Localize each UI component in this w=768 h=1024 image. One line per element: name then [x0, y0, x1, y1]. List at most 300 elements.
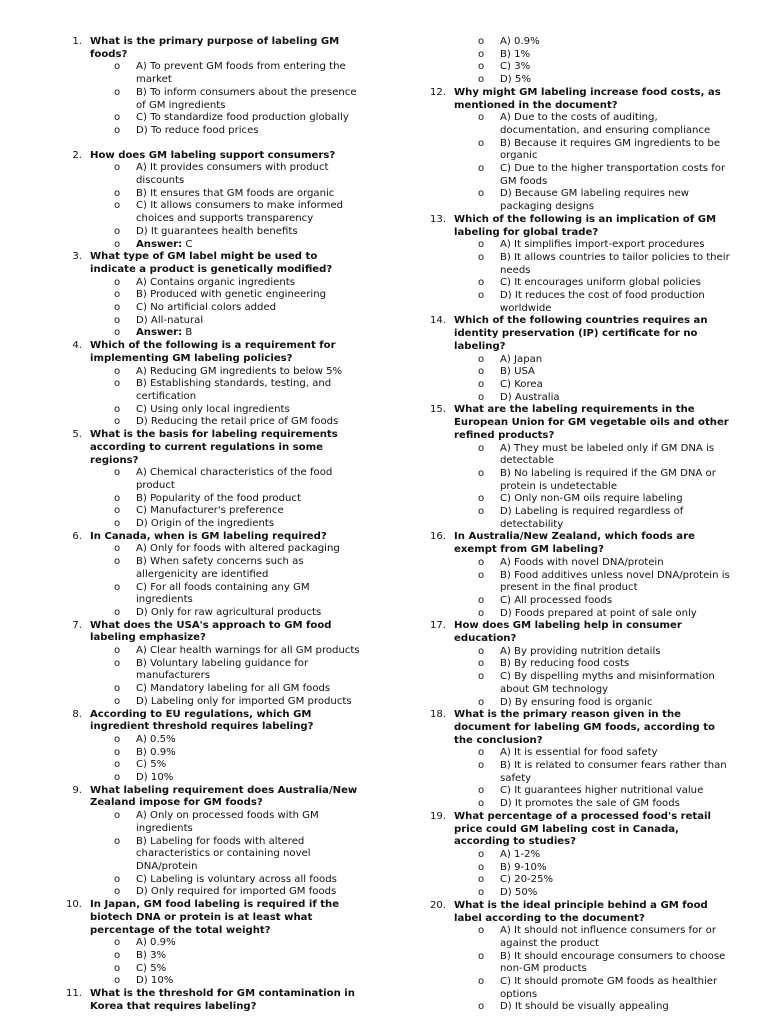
bullet-icon: o: [114, 416, 121, 428]
right-column: [418, 36, 730, 1014]
bullet-icon: o: [114, 695, 121, 707]
option-text: A) It provides consumers with product discounts: [136, 162, 329, 187]
bullet-icon: o: [478, 569, 485, 581]
question-text: What is the primary purpose of labeling GM foods?: [90, 36, 340, 60]
option-list: [418, 557, 730, 621]
question-number: 20.: [429, 899, 446, 911]
option-item: [54, 404, 366, 417]
bullet-icon: o: [478, 493, 485, 505]
option-text: D) Labeling is required regardless of detectability: [500, 506, 684, 530]
question-number: 16.: [429, 531, 446, 543]
bullet-icon: o: [114, 835, 121, 847]
option-text: C) 5%: [136, 962, 167, 974]
question-item: [54, 531, 366, 620]
bullet-icon: o: [478, 277, 485, 289]
question-text: What labeling requirement does Australia/New Zealand impose for GM foods?: [90, 784, 358, 809]
option-text: B) Establishing standards, testing, and certification: [136, 378, 332, 402]
option-item: [418, 379, 730, 392]
option-text: A) Due to the costs of auditing, documentation, and ensuring compliance: [500, 112, 711, 136]
question-number: 7.: [72, 619, 82, 631]
option-item: [418, 798, 730, 811]
question-item: [418, 811, 730, 900]
bullet-icon: o: [478, 163, 485, 175]
option-list: [418, 925, 730, 1014]
bullet-icon: o: [114, 759, 121, 771]
bullet-icon: o: [114, 187, 121, 199]
bullet-icon: o: [114, 61, 121, 73]
option-list: [54, 937, 366, 988]
option-item: [54, 836, 366, 874]
option-item: [418, 925, 730, 950]
option-item: [54, 302, 366, 315]
bullet-icon: o: [114, 937, 121, 949]
option-list: [418, 849, 730, 900]
bullet-icon: o: [478, 112, 485, 124]
bullet-icon: o: [114, 314, 121, 326]
question-item: [418, 87, 730, 214]
option-item: [418, 887, 730, 900]
option-list: [54, 467, 366, 531]
question-number: 2.: [72, 149, 82, 161]
question-number: 15.: [429, 404, 446, 416]
option-item: [418, 188, 730, 213]
bullet-icon: o: [478, 658, 485, 670]
option-list: [418, 239, 730, 315]
question-item: [54, 620, 366, 709]
bullet-icon: o: [478, 74, 485, 86]
bullet-icon: o: [114, 962, 121, 974]
question-number: 17.: [429, 620, 446, 632]
bullet-icon: o: [478, 442, 485, 454]
option-item: [54, 963, 366, 976]
option-text: A) Foods with novel DNA/protein: [500, 556, 664, 568]
option-item: [54, 125, 366, 138]
question-number: 1.: [72, 36, 82, 47]
option-text: D) It should be visually appealing: [500, 1001, 669, 1013]
left-column: [54, 36, 366, 1013]
option-item: [418, 112, 730, 137]
option-item: [54, 810, 366, 835]
option-list: [54, 645, 366, 709]
option-text: B) Food additives unless novel DNA/protein is present in the final product: [500, 569, 730, 594]
option-list: [418, 36, 730, 87]
option-text: D) Only required for imported GM foods: [136, 886, 337, 898]
option-text: B) Popularity of the food product: [136, 492, 301, 504]
bullet-icon: o: [114, 746, 121, 758]
option-text: D) Reducing the retail price of GM foods: [136, 416, 339, 428]
option-text: C) Labeling is voluntary across all foods: [136, 873, 337, 885]
question-text: Which of the following countries requires an identity preservation (IP) certificate for no labeling?: [454, 315, 708, 352]
option-text: C) 20-25%: [500, 874, 554, 886]
option-list: [54, 162, 366, 251]
option-text: C) Due to the higher transportation costs for GM foods: [500, 163, 726, 187]
bullet-icon: o: [114, 365, 121, 377]
option-text: A) By providing nutrition details: [500, 645, 661, 657]
bullet-icon: o: [478, 925, 485, 937]
question-number: 9.: [72, 784, 82, 796]
question-item: [418, 36, 730, 87]
option-text: A) Reducing GM ingredients to below 5%: [136, 365, 343, 377]
option-text: D) 10%: [136, 772, 174, 784]
bullet-icon: o: [478, 1001, 485, 1013]
question-text: What is the primary reason given in the document for labeling GM foods, according to the conclusion?: [454, 709, 715, 746]
option-text: D) Labeling only for imported GM products: [136, 695, 352, 707]
question-text: In Australia/New Zealand, which foods are exempt from GM labeling?: [454, 531, 695, 556]
bullet-icon: o: [114, 733, 121, 745]
question-text: Which of the following is a requirement for implementing GM labeling policies?: [90, 340, 336, 364]
option-list: [54, 366, 366, 430]
option-list: [54, 277, 366, 341]
option-text: B) 0.9%: [136, 746, 176, 758]
bullet-icon: o: [478, 849, 485, 860]
option-item: [418, 366, 730, 379]
bullet-icon: o: [114, 378, 121, 390]
option-text: C) Manufacturer's preference: [136, 505, 284, 517]
option-item: [54, 556, 366, 581]
bullet-icon: o: [478, 137, 485, 149]
option-item: [54, 518, 366, 531]
bullet-icon: o: [114, 505, 121, 517]
bullet-icon: o: [478, 467, 485, 479]
option-text: B) It ensures that GM foods are organic: [136, 187, 335, 199]
option-text: A) 0.5%: [136, 733, 176, 745]
option-text: A) 0.9%: [500, 36, 540, 47]
bullet-icon: o: [478, 645, 485, 657]
question-number: 3.: [72, 251, 82, 263]
bullet-icon: o: [478, 36, 485, 47]
question-item: [54, 785, 366, 899]
option-item: [54, 200, 366, 225]
option-item: [418, 760, 730, 785]
bullet-icon: o: [478, 391, 485, 403]
bullet-icon: o: [478, 353, 485, 365]
bullet-icon: o: [114, 467, 121, 479]
option-item: [418, 493, 730, 506]
question-item: [418, 709, 730, 811]
option-item: [54, 975, 366, 988]
option-item: [418, 646, 730, 659]
bullet-icon: o: [114, 683, 121, 695]
option-text: B) Labeling for foods with altered characteristics or containing novel DNA/protein: [136, 835, 311, 872]
bullet-icon: o: [114, 556, 121, 568]
option-item: [54, 658, 366, 683]
option-text: C) It guarantees higher nutritional value: [500, 785, 704, 797]
bullet-icon: o: [114, 162, 121, 174]
option-text: A) Chemical characteristics of the food product: [136, 467, 333, 491]
bullet-icon: o: [478, 366, 485, 378]
option-item: [54, 747, 366, 760]
question-item: [418, 900, 730, 1014]
option-item: [418, 874, 730, 887]
option-item: [418, 557, 730, 570]
option-text: D) 10%: [136, 975, 174, 987]
question-item: [418, 315, 730, 404]
question-item: [418, 531, 730, 620]
option-item: [418, 468, 730, 493]
option-list: [54, 61, 366, 137]
option-item: [54, 696, 366, 709]
option-text: D) Australia: [500, 391, 560, 403]
bullet-icon: o: [114, 86, 121, 98]
question-text: What type of GM label might be used to indicate a product is genetically modified?: [90, 251, 333, 275]
option-text: A) Japan: [500, 353, 543, 365]
question-item: [418, 620, 730, 709]
option-text: D) By ensuring food is organic: [500, 696, 653, 708]
bullet-icon: o: [114, 200, 121, 212]
option-text: A) Only on processed foods with GM ingredients: [136, 810, 319, 834]
option-text: D) Foods prepared at point of sale only: [500, 607, 697, 619]
bullet-icon: o: [478, 976, 485, 988]
option-item: [418, 747, 730, 760]
bullet-icon: o: [114, 949, 121, 961]
option-item: [418, 163, 730, 188]
bullet-icon: o: [478, 239, 485, 251]
bullet-icon: o: [114, 810, 121, 822]
option-item: [418, 570, 730, 595]
question-item: [418, 404, 730, 531]
option-item: [418, 138, 730, 163]
bullet-icon: o: [478, 607, 485, 619]
question-text: What is the basis for labeling requirements according to current regulations in some regions?: [90, 429, 338, 466]
bullet-icon: o: [114, 645, 121, 657]
question-number: 18.: [429, 709, 446, 721]
option-text: C) To standardize food production globally: [136, 112, 349, 124]
option-item: [54, 467, 366, 492]
bullet-icon: o: [478, 188, 485, 200]
question-text: What percentage of a processed food's retail price could GM labeling cost in Canada, according to studies?: [454, 810, 711, 848]
question-number: 8.: [72, 708, 82, 720]
option-item: [54, 582, 366, 607]
bullet-icon: o: [114, 518, 121, 530]
option-item: [418, 697, 730, 710]
option-text: B) By reducing food costs: [500, 658, 630, 670]
option-item: [418, 36, 730, 49]
option-list: [418, 443, 730, 532]
question-number: 10.: [65, 899, 82, 911]
option-item: [54, 607, 366, 620]
question-text: How does GM labeling support consumers?: [90, 149, 336, 161]
question-number: 11.: [65, 988, 82, 1000]
option-text: B) It is related to consumer fears rather than safety: [500, 760, 727, 784]
question-text: How does GM labeling help in consumer education?: [454, 620, 682, 645]
answer-value: B: [185, 327, 193, 339]
option-item: [418, 608, 730, 621]
bullet-icon: o: [478, 874, 485, 886]
bullet-icon: o: [114, 112, 121, 124]
question-text: According to EU regulations, which GM ingredient threshold requires labeling?: [90, 708, 314, 733]
option-item: [418, 671, 730, 696]
option-text: B) USA: [500, 366, 535, 378]
option-text: C) By dispelling myths and misinformation about GM technology: [500, 671, 715, 695]
option-item: [418, 849, 730, 862]
bullet-icon: o: [114, 772, 121, 784]
option-item: [418, 252, 730, 277]
option-text: C) It should promote GM foods as healthier options: [500, 976, 718, 1000]
bullet-icon: o: [478, 378, 485, 390]
bullet-icon: o: [478, 506, 485, 518]
option-item: [418, 1001, 730, 1014]
bullet-icon: o: [478, 950, 485, 962]
bullet-icon: o: [478, 798, 485, 810]
question-text: Which of the following is an implication of GM labeling for global trade?: [454, 213, 717, 238]
option-item: [418, 74, 730, 87]
option-item: [54, 366, 366, 379]
option-item: [418, 392, 730, 405]
option-item: [54, 416, 366, 429]
bullet-icon: o: [114, 276, 121, 288]
option-item: [418, 239, 730, 252]
bullet-icon: o: [114, 238, 121, 250]
option-text: B) It allows countries to tailor policies to their needs: [500, 251, 730, 276]
option-item: [54, 87, 366, 112]
option-item: [418, 951, 730, 976]
answer-value: C: [185, 238, 193, 250]
option-list: [418, 354, 730, 405]
option-text: A) 1-2%: [500, 849, 541, 860]
question-text: What are the labeling requirements in the European Union for GM vegetable oils and other refined products?: [454, 404, 729, 441]
bullet-icon: o: [114, 657, 121, 669]
question-text: In Japan, GM food labeling is required if the biotech DNA or protein is at least what percentage of the total weight?: [90, 899, 340, 936]
bullet-icon: o: [478, 785, 485, 797]
option-text: C) Using only local ingredients: [136, 403, 290, 415]
option-text: B) Produced with genetic engineering: [136, 289, 327, 301]
option-text: B) To inform consumers about the presence of GM ingredients: [136, 86, 357, 111]
option-item: [54, 937, 366, 950]
bullet-icon: o: [114, 403, 121, 415]
option-text: C) All processed foods: [500, 594, 613, 606]
bullet-icon: o: [478, 290, 485, 302]
question-number: 6.: [72, 530, 82, 542]
question-text: What is the ideal principle behind a GM food label according to the document?: [454, 899, 708, 924]
option-item: [54, 505, 366, 518]
option-text: A) 0.9%: [136, 937, 176, 949]
option-item: [54, 226, 366, 239]
option-list: [418, 112, 730, 214]
answer-label: Answer:: [136, 238, 183, 250]
option-text: B) 9-10%: [500, 861, 547, 873]
option-text: A) To prevent GM foods from entering the market: [136, 61, 346, 86]
bullet-icon: o: [114, 873, 121, 885]
bullet-icon: o: [114, 606, 121, 618]
question-number: 19.: [429, 810, 446, 822]
question-number: 14.: [429, 315, 446, 327]
question-item: [54, 150, 366, 252]
answer-item: [54, 239, 366, 252]
bullet-icon: o: [114, 886, 121, 898]
option-text: D) All-natural: [136, 314, 204, 326]
option-list: [418, 747, 730, 811]
option-item: [418, 443, 730, 468]
bullet-icon: o: [114, 492, 121, 504]
option-text: B) It should encourage consumers to choose non-GM products: [500, 950, 726, 975]
option-item: [418, 290, 730, 315]
option-text: B) When safety concerns such as allergenicity are identified: [136, 556, 304, 580]
bullet-icon: o: [114, 975, 121, 987]
option-text: D) Because GM labeling requires new packaging designs: [500, 188, 690, 213]
bullet-icon: o: [114, 225, 121, 237]
option-item: [418, 976, 730, 1001]
option-item: [54, 188, 366, 201]
option-item: [54, 759, 366, 772]
option-text: C) Mandatory labeling for all GM foods: [136, 683, 331, 695]
bullet-icon: o: [114, 543, 121, 555]
question-text: What is the threshold for GM contamination in Korea that requires labeling?: [90, 988, 355, 1012]
option-item: [54, 162, 366, 187]
option-item: [418, 785, 730, 798]
bullet-icon: o: [114, 289, 121, 301]
option-item: [54, 950, 366, 963]
option-text: C) It encourages uniform global policies: [500, 277, 701, 289]
option-text: C) It allows consumers to make informed choices and supports transparency: [136, 200, 344, 225]
bullet-icon: o: [478, 671, 485, 683]
bullet-icon: o: [114, 302, 121, 314]
bullet-icon: o: [114, 581, 121, 593]
option-text: A) Contains organic ingredients: [136, 276, 295, 288]
question-item: [54, 429, 366, 531]
option-item: [418, 658, 730, 671]
question-item: [54, 251, 366, 340]
option-text: A) It should not influence consumers for or against the product: [500, 925, 716, 949]
option-text: C) 3%: [500, 61, 531, 73]
option-text: B) Voluntary labeling guidance for manufacturers: [136, 657, 309, 682]
option-text: B) 1%: [500, 48, 531, 60]
bullet-icon: o: [114, 327, 121, 339]
question-number: 4.: [72, 340, 82, 352]
question-number: 5.: [72, 429, 82, 441]
option-text: C) No artificial colors added: [136, 302, 277, 314]
bullet-icon: o: [478, 251, 485, 263]
question-item: [418, 214, 730, 316]
bullet-icon: o: [478, 594, 485, 606]
answer-item: [54, 327, 366, 340]
option-item: [418, 49, 730, 62]
option-text: D) To reduce food prices: [136, 124, 259, 136]
option-text: A) Only for foods with altered packaging: [136, 543, 340, 555]
option-text: D) It promotes the sale of GM foods: [500, 798, 680, 810]
option-text: C) For all foods containing any GM ingredients: [136, 581, 310, 606]
option-text: D) Origin of the ingredients: [136, 518, 275, 530]
option-item: [54, 315, 366, 328]
option-item: [54, 61, 366, 86]
option-item: [418, 354, 730, 367]
bullet-icon: o: [478, 48, 485, 60]
option-item: [54, 543, 366, 556]
bullet-icon: o: [478, 556, 485, 568]
question-text: Why might GM labeling increase food costs, as mentioned in the document?: [454, 86, 721, 111]
option-text: B) Because it requires GM ingredients to be organic: [500, 137, 721, 162]
question-item: [54, 899, 366, 988]
option-list: [54, 810, 366, 899]
option-item: [54, 683, 366, 696]
bullet-icon: o: [114, 124, 121, 136]
option-text: A) It simplifies import-export procedures: [500, 239, 705, 251]
option-list: [418, 646, 730, 710]
option-item: [54, 289, 366, 302]
bullet-icon: o: [478, 61, 485, 73]
option-list: [54, 543, 366, 619]
option-item: [54, 734, 366, 747]
answer-label: Answer:: [136, 327, 183, 339]
bullet-icon: o: [478, 696, 485, 708]
option-text: B) No labeling is required if the GM DNA or protein is undetectable: [500, 467, 716, 492]
option-text: D) Only for raw agricultural products: [136, 606, 322, 618]
option-text: D) 50%: [500, 887, 538, 899]
bullet-icon: o: [478, 760, 485, 772]
option-text: C) 5%: [136, 759, 167, 771]
option-text: D) 5%: [500, 74, 531, 86]
option-item: [418, 61, 730, 74]
bullet-icon: o: [478, 747, 485, 759]
